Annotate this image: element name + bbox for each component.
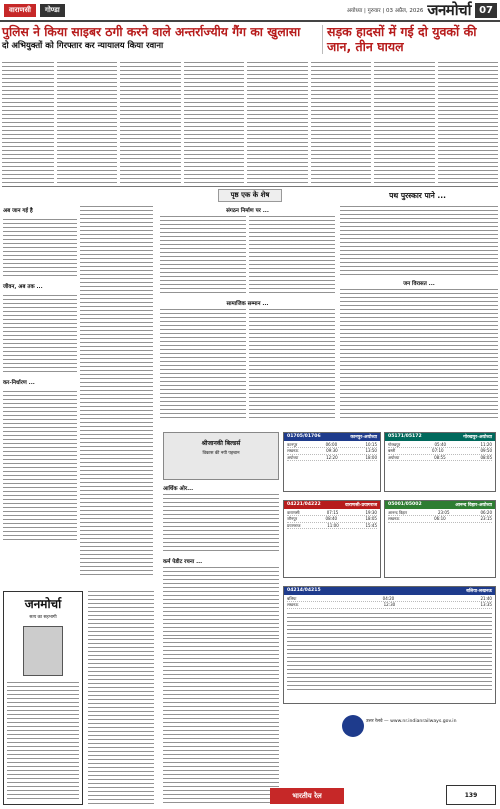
continued-section-title: पृष्ठ एक के शेष bbox=[218, 189, 283, 202]
time-up: 08:55 bbox=[434, 454, 446, 460]
ad-text bbox=[7, 682, 79, 802]
column-text bbox=[374, 62, 434, 185]
side-headline: सड़क हादसों में गई दो युवकों की जान, तीन घायल bbox=[327, 24, 477, 54]
table-row bbox=[388, 516, 492, 522]
timetable-rows bbox=[284, 509, 380, 530]
builder-name: श्रीजानकी बिल्डर्स bbox=[201, 440, 241, 447]
middle-bottom-text-2 bbox=[163, 638, 279, 806]
station: प्रयागराज bbox=[287, 522, 301, 528]
side-col-3 bbox=[438, 62, 498, 185]
lead-subhead: दो अभियुक्तों को गिरफ्तार कर न्यायालय किया रवाना bbox=[2, 40, 164, 50]
column-text bbox=[247, 62, 307, 185]
timetable-band bbox=[385, 501, 495, 509]
timetable-rows bbox=[385, 441, 495, 462]
story-heading-karm: कर्म पेडीट रचना ... bbox=[163, 559, 203, 565]
time-up: 09:30 bbox=[326, 448, 338, 454]
railway-band: भारतीय रेल bbox=[270, 788, 344, 804]
time-down: 21:40 bbox=[480, 596, 492, 601]
middle-cols-2 bbox=[160, 309, 335, 419]
ad-photo bbox=[23, 626, 63, 676]
train-route: आनन्द विहार-अयोध्या bbox=[455, 503, 492, 508]
station: बस्ती bbox=[388, 448, 396, 454]
section-tag-varanasi[interactable]: वाराणसी bbox=[4, 4, 36, 17]
time-down: 18:05 bbox=[365, 516, 377, 522]
time-up: 06:00 bbox=[325, 442, 338, 447]
corner-badge: 139 bbox=[446, 785, 496, 805]
left-col-a bbox=[3, 206, 77, 586]
time-up: 12:20 bbox=[326, 454, 338, 460]
page-number: 07 bbox=[475, 3, 497, 18]
column-text bbox=[438, 62, 498, 185]
train-route: गोरखपुर-अयोध्या bbox=[463, 435, 492, 440]
timetable-band bbox=[284, 433, 380, 441]
train-number: 01705/01706 bbox=[287, 434, 321, 439]
time-down: 10:15 bbox=[365, 442, 377, 447]
side-story bbox=[322, 25, 498, 54]
timetable-rows bbox=[284, 595, 495, 610]
timetable-notes bbox=[287, 613, 492, 691]
lead-col-2 bbox=[57, 62, 117, 185]
station: अयोध्या bbox=[287, 454, 299, 460]
station: गोरखपुर bbox=[388, 442, 401, 447]
station: जौनपुर bbox=[287, 516, 298, 522]
lead-col-4 bbox=[184, 62, 244, 185]
table-row bbox=[287, 455, 377, 461]
ad-tagline: सत्य का सहभागी bbox=[29, 615, 57, 620]
station: अयोध्या bbox=[388, 454, 400, 460]
side-col-1 bbox=[311, 62, 371, 185]
time-up: 12:30 bbox=[383, 602, 396, 608]
side-col-2 bbox=[374, 62, 434, 185]
jammorcha-ad-box[interactable] bbox=[3, 591, 83, 805]
table-row bbox=[287, 602, 492, 608]
story-heading-aarth: आर्थिक ओर... bbox=[163, 486, 194, 492]
column-text bbox=[160, 309, 246, 419]
column-text bbox=[311, 62, 371, 185]
left-col-b bbox=[80, 206, 154, 586]
time-up: 05:40 bbox=[434, 442, 447, 447]
lead-body-columns bbox=[0, 62, 500, 185]
left-bottom-column bbox=[88, 591, 154, 805]
time-up: 04:20 bbox=[382, 596, 395, 601]
timetable-band bbox=[385, 433, 495, 441]
time-up: 23:05 bbox=[437, 510, 450, 515]
builder-ad[interactable] bbox=[163, 432, 279, 480]
time-down: 09:50 bbox=[480, 448, 492, 454]
time-down: 08:05 bbox=[480, 454, 492, 460]
time-up: 08:40 bbox=[325, 516, 338, 522]
column-text bbox=[249, 216, 335, 296]
middle-bottom-text bbox=[163, 484, 279, 634]
time-down: 15:45 bbox=[365, 522, 377, 528]
station: आनन्द विहार bbox=[388, 510, 407, 515]
column-text bbox=[249, 309, 335, 419]
train-number: 04214/04215 bbox=[287, 588, 321, 593]
train-timetable-1 bbox=[283, 432, 381, 492]
time-down: 06:20 bbox=[480, 510, 492, 515]
train-number: 05001/05002 bbox=[388, 502, 422, 507]
column-text bbox=[3, 295, 77, 375]
column-text bbox=[120, 62, 180, 185]
lead-col-5 bbox=[247, 62, 307, 185]
column-text bbox=[163, 638, 279, 806]
lead-story bbox=[2, 25, 320, 51]
train-route: बलिया-लखनऊ bbox=[466, 589, 492, 594]
lead-col-1 bbox=[2, 62, 54, 185]
column-text bbox=[163, 494, 279, 554]
station: लखनऊ bbox=[287, 448, 299, 454]
column-text bbox=[160, 216, 246, 296]
column-text bbox=[57, 62, 117, 185]
column-text bbox=[88, 591, 154, 805]
divider bbox=[2, 186, 498, 187]
timetable-rows bbox=[284, 441, 380, 462]
timetable-band bbox=[284, 501, 380, 509]
table-row bbox=[388, 455, 492, 461]
time-down: 19:30 bbox=[365, 510, 377, 515]
train-timetable-4 bbox=[384, 500, 496, 578]
train-number: 05171/05172 bbox=[388, 434, 422, 439]
train-route: कानपुर-अयोध्या bbox=[350, 435, 377, 440]
ad-logo: जनमोर्चा bbox=[24, 597, 62, 611]
station: बलिया bbox=[287, 596, 297, 601]
table-row bbox=[287, 523, 377, 529]
station: वाराणसी bbox=[287, 510, 300, 515]
train-timetable-2 bbox=[384, 432, 496, 492]
station: लखनऊ bbox=[388, 516, 400, 522]
right-continued-block bbox=[340, 206, 498, 422]
lead-headline: पुलिस ने किया साइबर ठगी करने वाले अन्तर्राज्यीय गैंग का खुलासा bbox=[2, 25, 301, 39]
time-up: 07:10 bbox=[432, 448, 444, 454]
time-up: 11:00 bbox=[327, 522, 339, 528]
story-heading-janata: जन विरासत ... bbox=[403, 281, 435, 287]
column-text bbox=[184, 62, 244, 185]
train-timetable-3 bbox=[283, 500, 381, 578]
time-down: 13:35 bbox=[480, 602, 492, 608]
time-up: 06:10 bbox=[434, 516, 446, 522]
train-route: वाराणसी-प्रयागराज bbox=[345, 503, 377, 508]
timetable-rows bbox=[385, 509, 495, 524]
lead-col-3 bbox=[120, 62, 180, 185]
masthead bbox=[0, 0, 500, 22]
time-down: 13:50 bbox=[365, 448, 377, 454]
middle-continued-block bbox=[160, 206, 335, 422]
masthead-right bbox=[347, 0, 500, 20]
builder-tagline: विकास की नयी पहचान bbox=[202, 451, 240, 456]
column-text bbox=[340, 289, 498, 419]
column-text bbox=[340, 206, 498, 276]
story-heading-crime: अब जान गई है bbox=[3, 208, 33, 214]
story-heading-jeev: जीवन, अब तक ... bbox=[3, 284, 43, 290]
station: लखनऊ bbox=[287, 602, 299, 608]
column-text bbox=[2, 62, 54, 185]
story-heading-sports: संगठन निर्माण पर ... bbox=[226, 208, 269, 214]
train-timetable-5 bbox=[283, 586, 496, 704]
column-text bbox=[3, 219, 77, 279]
time-down: 23:15 bbox=[480, 516, 492, 522]
time-down: 18:00 bbox=[365, 454, 377, 460]
section-tag-gonda[interactable]: गोण्डा bbox=[40, 4, 65, 17]
edition-date: अयोध्या | गुरुवार | 03 अप्रैल, 2026 bbox=[346, 8, 424, 14]
column-text bbox=[163, 567, 279, 637]
station: कानपुर bbox=[287, 442, 298, 447]
column-text bbox=[3, 391, 77, 541]
middle-cols-1 bbox=[160, 216, 335, 296]
left-continued-columns bbox=[3, 206, 153, 586]
story-heading-ids: कर-निर्धारण ... bbox=[3, 380, 35, 386]
story-heading-social: सामाजिक सम्मान ... bbox=[226, 301, 269, 307]
time-down: 11:20 bbox=[480, 442, 492, 447]
time-up: 07:15 bbox=[326, 510, 339, 515]
train-number: 04221/04222 bbox=[287, 502, 321, 507]
timetable-band bbox=[284, 587, 495, 595]
newspaper-logo: जनमोर्चा bbox=[427, 1, 472, 19]
railway-footer-text[interactable]: उत्तर रेलवे — www.nr.indianrailways.gov.in bbox=[366, 719, 457, 724]
right-section-title: पथ पुरस्कार पाने ... bbox=[377, 190, 458, 202]
column-text bbox=[80, 206, 154, 578]
continued-section-header bbox=[2, 189, 498, 202]
railway-logo-icon bbox=[342, 715, 364, 737]
